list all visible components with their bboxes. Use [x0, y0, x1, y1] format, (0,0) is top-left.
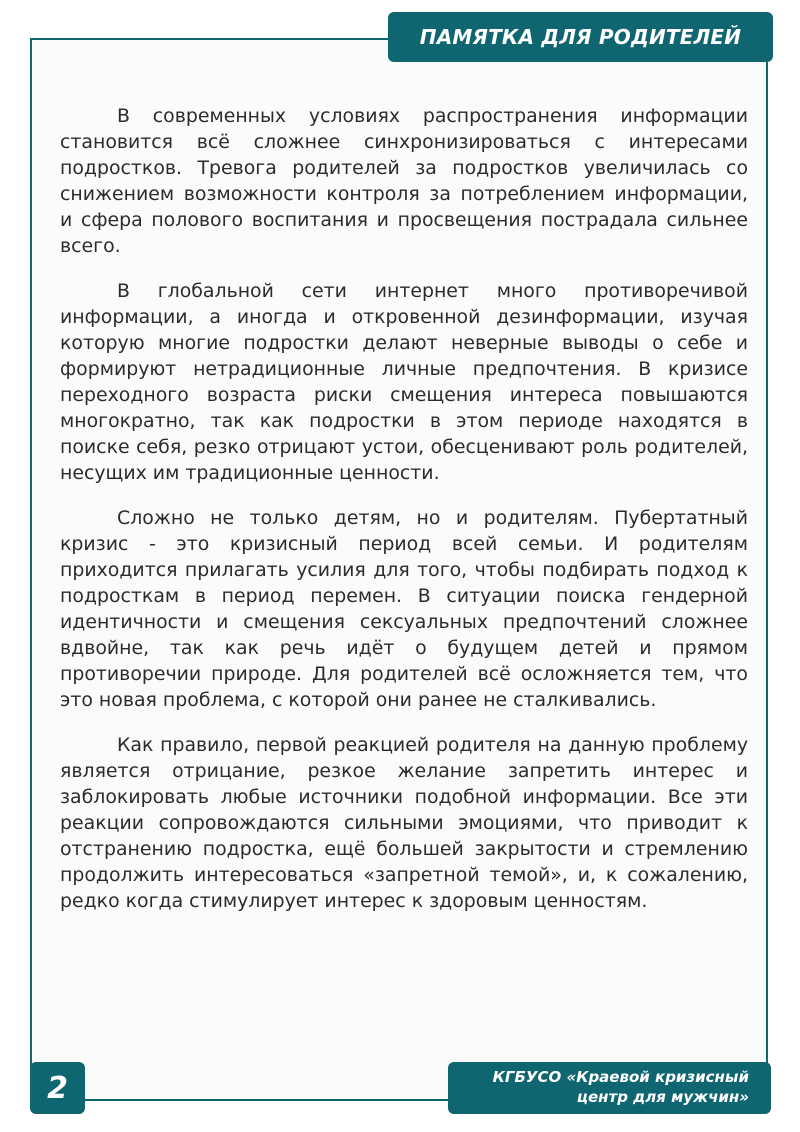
organization-name-line-2: центр для мужчин»: [576, 1088, 749, 1106]
organization-badge: [448, 1062, 771, 1114]
body-text: [60, 103, 748, 933]
paragraph-2: В глобальной сети интернет много противоречивой информации, а иногда и откровенной дезинформации, изучая которую многие подростки делают неверные выводы о себе и формируют нетрадиционные личные предпочтения. В кризисе переходного возраста риски смещения интереса повышаются многократно, так как подростки в этом периоде находятся в поиске себя, резко отрицают устои, обесценивают роль родителей, несущих им традиционные ценности.: [60, 280, 748, 484]
page-number-badge: [30, 1062, 85, 1114]
page-title: ПАМЯТКА ДЛЯ РОДИТЕЛЕЙ: [419, 25, 742, 49]
paragraph-4: Как правило, первой реакцией родителя на данную проблему является отрицание, резкое желание запретить интерес и заблокировать любые источники подобной информации. Все эти реакции сопровождаются сильными эмоциями, что приводит к отстранению подростка, ещё большей закрытости и стремлению продолжить интересоваться «запретной темой», и, к сожалению, редко когда стимулирует интерес к здоровым ценностям.: [60, 734, 748, 912]
header-badge: [388, 12, 773, 62]
paragraph-3: Сложно не только детям, но и родителям. Пубертатный кризис - это кризисный период всей семьи. И родителям приходится прилагать усилия для того, чтобы подбирать подход к подросткам в период перемен. В ситуации поиска гендерной идентичности и смещения сексуальных предпочтений сложнее вдвойне, так как речь идёт о будущем детей и прямом противоречии природе. Для родителей всё осложняется тем, что это новая проблема, с которой они ранее не сталкивались.: [60, 507, 748, 711]
page-number: 2: [47, 1070, 68, 1106]
paragraph-1: В современных условиях распространения информации становится всё сложнее синхронизироваться с интересами подростков. Тревога родителей за подростков увеличилась со снижением возможности контроля за потреблением информации, и сфера полового воспитания и просвещения пострадала сильнее всего.: [60, 105, 748, 257]
organization-name-line-1: КГБУСО «Краевой кризисный: [492, 1068, 749, 1086]
